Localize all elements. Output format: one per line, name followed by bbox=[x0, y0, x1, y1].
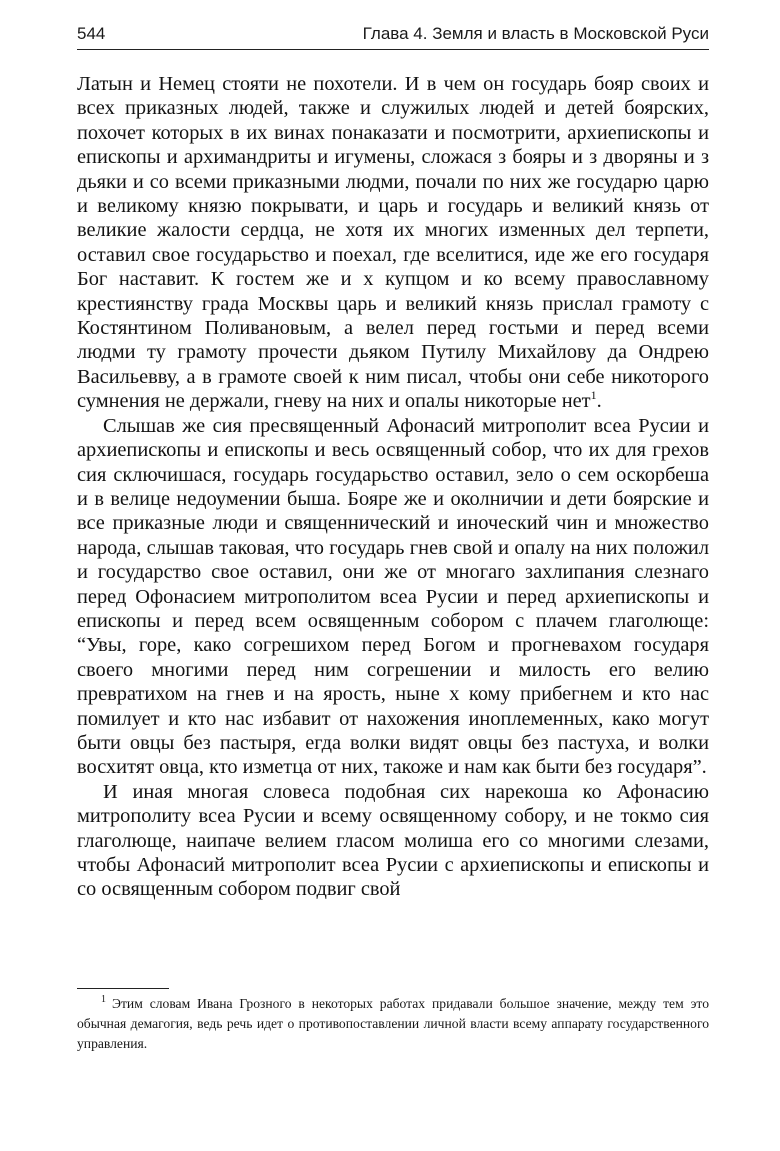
footnote bbox=[77, 994, 709, 1054]
running-title: Глава 4. Земля и власть в Московской Руси bbox=[362, 24, 709, 43]
footnote-number: 1 bbox=[101, 994, 106, 1006]
paragraph-2: Слышав же сия пресвященный Афонасий митрополит всеа Русии и архиепископы и епископы и весь освященный собор, что их для грехов сия сключишася, государь государьство оставил, зело о сем оскорбеша и в велице недоумении быша. Бояре же и околничии и дети боярские и все приказные люди и священнический и иноческий чин и множество народа, слышав таковая, что государь гнев свой и опалу на них положил и государство свое оставил, они же от многаго захлипания слезнаго перед Офонасием митрополитом всеа Русии и перед архиепископы и епископы и перед всем освященным собором с плачем глаголюще: “Увы, горе, како согрешихом перед Богом и прогневахом государя своего многими перед ним согрешении и милость его велию превратихом на гнев и на ярость, ныне х кому прибегнем и кто нас помилует и кто нас избавит от нахожения иноплеменных, како могут быти овцы без пастыря, егда волки видят овцы без пастуха, и волки восхитят овца, кто изметца от них, такоже и нам как быти без государя”. bbox=[77, 414, 709, 779]
page-header bbox=[77, 22, 709, 46]
main-text bbox=[77, 72, 709, 902]
page-number: 544 bbox=[77, 24, 106, 43]
footnote-rule bbox=[77, 988, 169, 989]
footnote-reference[interactable]: 1 bbox=[590, 388, 597, 403]
paragraph-1-end: . bbox=[596, 390, 602, 413]
paragraph-1-text: Латын и Немец стояти не похотели. И в чем он государь бояр своих и всех приказных людей, также и служилых людей и детей боярских, похочет которых в их винах понаказати и посмотрити, архиепископы и епископы и архимандриты и игумены, сложася з бояры и з дворяны и з дьяки и со всеми приказными людми, почали по них же государю царю и великому князю покрывати, и царь и государь и великий князь от великие жалости сердца, не хотя их многих изменных дел терпети, оставил свое государьство и поехал, где вселитися, иде же его государя Бог наставит. К гостем же и х купцом и ко всему православному крестиянству града Москвы царь и великий князь прислал грамоту с Костянтином Поливановым, а велел перед гостьми и перед всеми людми ту грамоту прочести дьяком Путилу Михайлову да Ондрею Васильевву, а в грамоте своей к ним писал, чтобы они себе никоторого сумнения не держали, гневу на них и опалы никоторые нет bbox=[77, 73, 709, 413]
paragraph-1 bbox=[77, 72, 709, 414]
footnote-text: Этим словам Ивана Грозного в некоторых работах придавали большое значение, между тем это обычная демагогия, ведь речь идет о противопоставлении личной власти всему аппарату государственного управления. bbox=[77, 996, 709, 1051]
header-rule bbox=[77, 49, 709, 50]
paragraph-3: И иная многая словеса подобная сих нарекоша ко Афонасию митрополиту всеа Русии и всему освященному собору, и не токмо сия глаголюще, наипаче велием гласом молиша его со многими слезами, чтобы Афонасий митрополит всеа Русии с архиепископы и епископы и со освященным собором подвиг свой bbox=[77, 780, 709, 901]
